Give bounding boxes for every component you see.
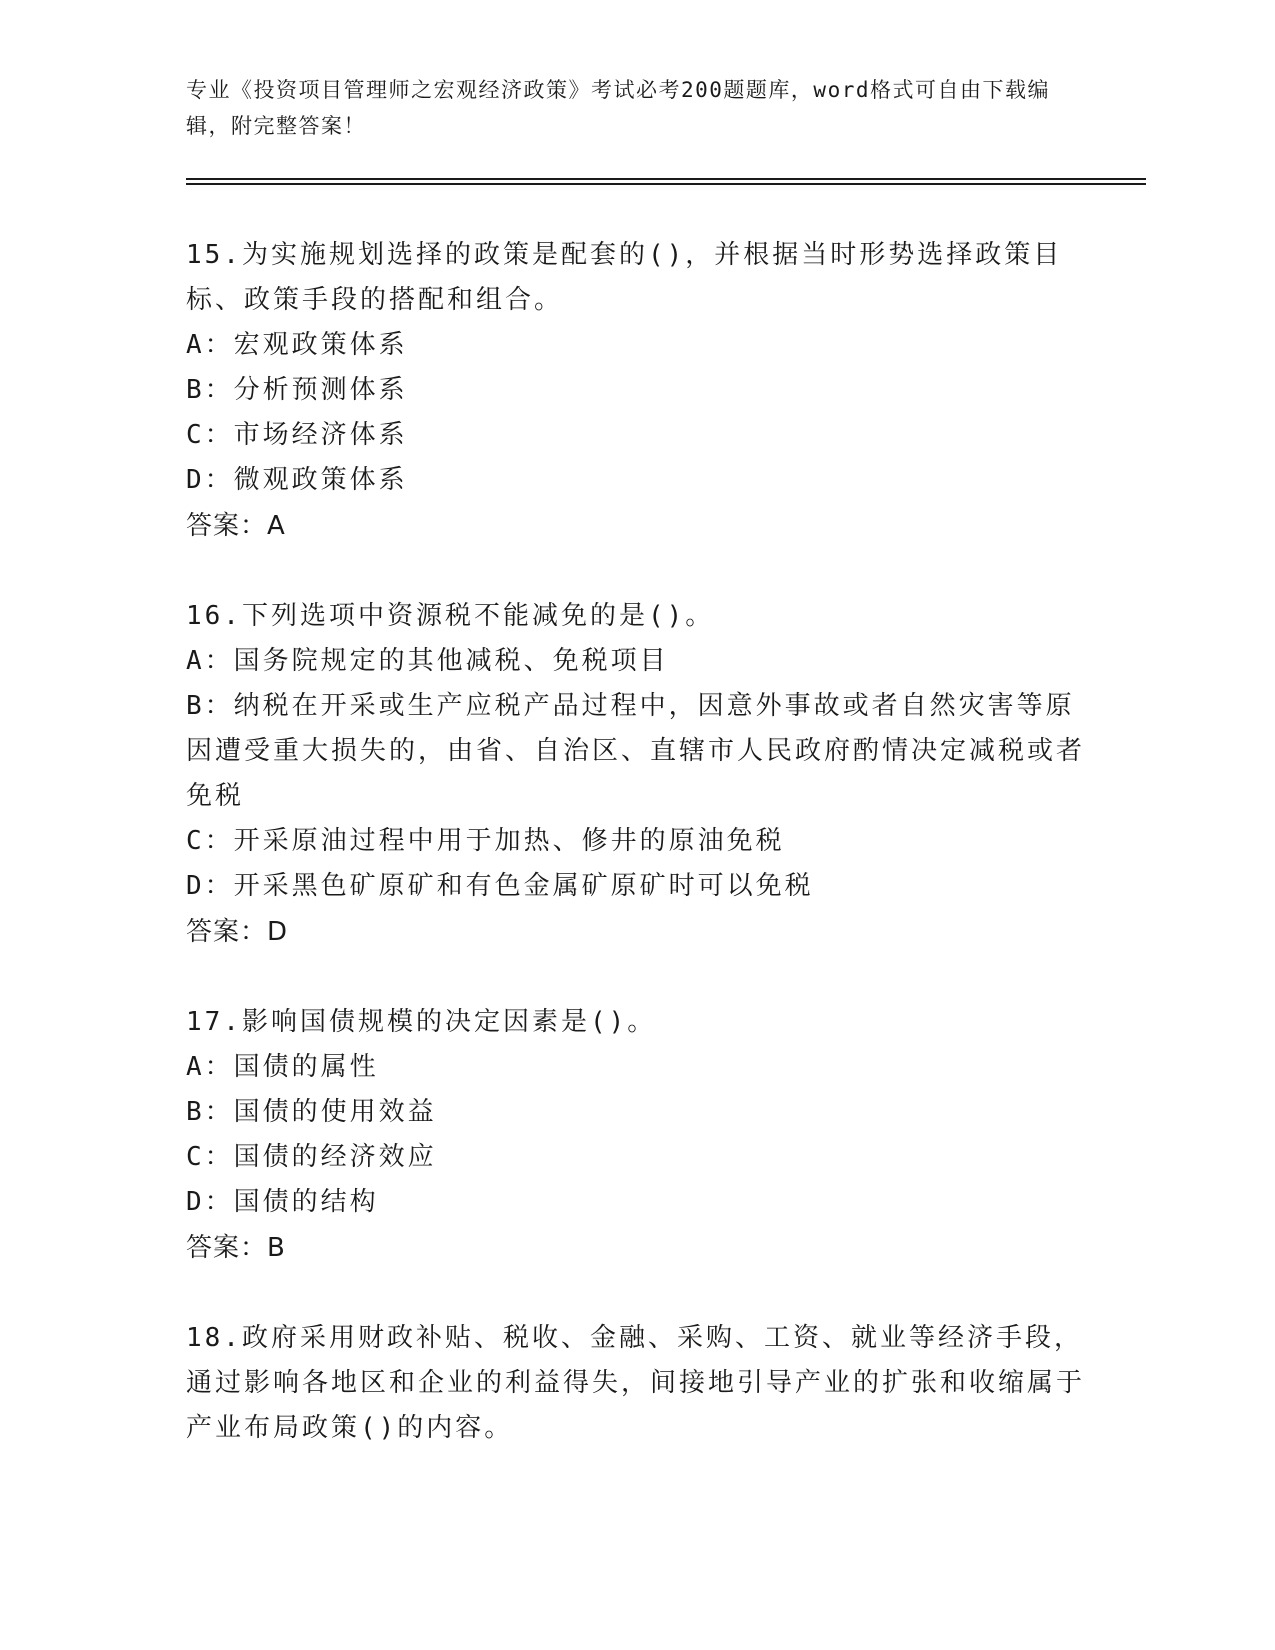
option-d: D：微观政策体系: [186, 465, 408, 495]
question-16: [186, 594, 1086, 955]
answer-line: 答案：A: [186, 511, 286, 541]
question-stem: 17.影响国债规模的决定因素是()。: [186, 1007, 657, 1037]
header-divider-top: [186, 178, 1146, 180]
question-stem: 18.政府采用财政补贴、税收、金融、采购、工资、就业等经济手段，通过影响各地区和企业的利益得失，间接地引导产业的扩张和收缩属于产业布局政策()的内容。: [186, 1323, 1086, 1443]
option-a: A：国债的属性: [186, 1052, 379, 1082]
option-c: C：开采原油过程中用于加热、修井的原油免税: [186, 826, 785, 856]
option-c: C：国债的经济效应: [186, 1142, 437, 1172]
option-a: A：宏观政策体系: [186, 330, 408, 360]
question-15: [186, 233, 1086, 549]
answer-line: 答案：B: [186, 1233, 286, 1263]
question-stem: 15.为实施规划选择的政策是配套的()，并根据当时形势选择政策目标、政策手段的搭配和组合。: [186, 240, 1063, 315]
question-17: [186, 1000, 1086, 1271]
option-d: D：开采黑色矿原矿和有色金属矿原矿时可以免税: [186, 871, 814, 901]
header-title: 专业《投资项目管理师之宏观经济政策》考试必考200题题库，word格式可自由下载编辑，附完整答案！: [186, 78, 1050, 138]
question-18: [186, 1316, 1086, 1451]
option-b: B：分析预测体系: [186, 375, 408, 405]
question-stem: 16.下列选项中资源税不能减免的是()。: [186, 601, 715, 631]
document-header: [186, 72, 1086, 144]
option-b: B：纳税在开采或生产应税产品过程中，因意外事故或者自然灾害等原因遭受重大损失的，由省、自治区、直辖市人民政府酌情决定减税或者免税: [186, 691, 1086, 811]
header-divider-bottom: [186, 183, 1146, 185]
option-b: B：国债的使用效益: [186, 1097, 437, 1127]
option-a: A：国务院规定的其他减税、免税项目: [186, 646, 669, 676]
option-d: D：国债的结构: [186, 1187, 379, 1217]
answer-line: 答案：D: [186, 917, 289, 947]
option-c: C：市场经济体系: [186, 420, 408, 450]
question-list: [186, 233, 1086, 1496]
